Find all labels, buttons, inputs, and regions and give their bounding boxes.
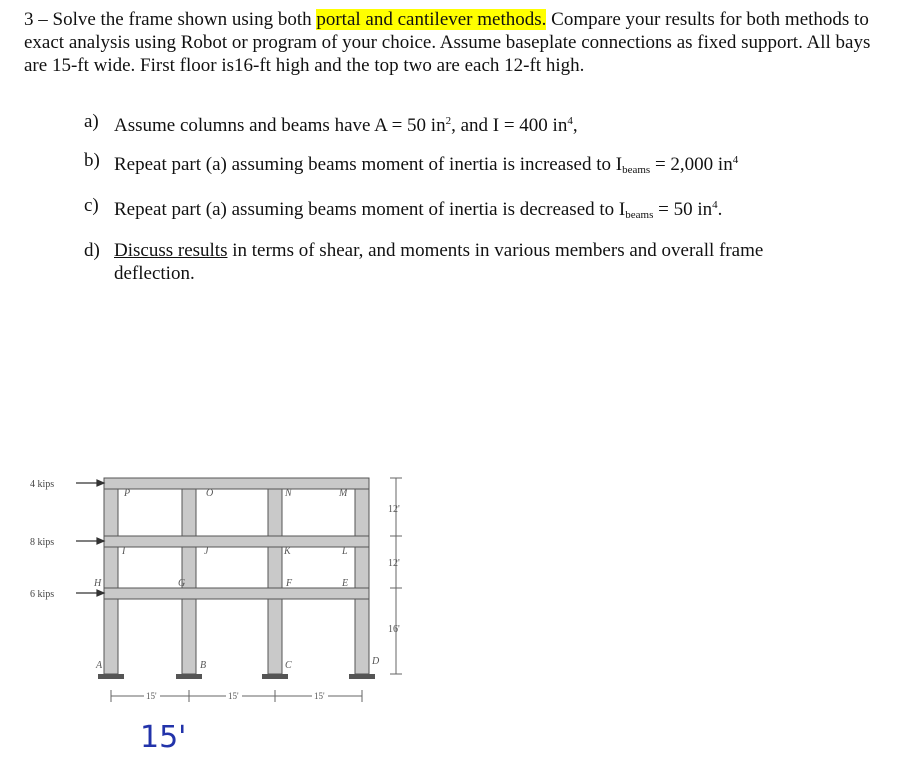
- base-support-a: [98, 674, 124, 679]
- node-label: M: [339, 488, 348, 499]
- second-floor-beam: [104, 588, 369, 599]
- frame-columns: [104, 478, 369, 674]
- node-label: G: [178, 578, 186, 589]
- base-support-d: [349, 674, 375, 679]
- arrow-head: [97, 480, 104, 486]
- height-label-top: 12': [388, 504, 400, 515]
- column-line-4: [355, 478, 369, 674]
- part-label: c): [84, 195, 99, 216]
- part-text: Repeat part (a) assuming beams moment of inertia is increased to I: [114, 154, 623, 175]
- part-label: d): [84, 240, 100, 261]
- part-a: [84, 110, 844, 137]
- fixed-supports: [98, 674, 375, 679]
- node-label: I: [122, 546, 126, 557]
- part-text: = 50 in: [653, 199, 713, 220]
- column-line-2: [182, 478, 196, 674]
- node-label: P: [124, 488, 131, 499]
- part-c: [84, 194, 844, 227]
- load-label-floor2: 6 kips: [30, 589, 55, 600]
- base-support-c: [262, 674, 288, 679]
- handwritten-note: 15': [140, 720, 187, 755]
- node-label: A: [96, 660, 103, 671]
- column-line-3: [268, 478, 282, 674]
- highlighted-methods: portal and cantilever methods.: [316, 9, 547, 30]
- node-label: F: [286, 578, 293, 589]
- base-support-b: [176, 674, 202, 679]
- node-label: E: [342, 578, 349, 589]
- problem-lead: 3 – Solve the frame shown using both: [24, 9, 317, 30]
- part-d: [84, 239, 844, 285]
- bay-label-3: 15': [314, 691, 325, 701]
- part-label: a): [84, 111, 99, 132]
- arrow-head: [97, 538, 104, 544]
- problem-parts: [84, 110, 844, 297]
- node-label: D: [372, 656, 380, 667]
- subscript: beams: [625, 209, 654, 221]
- node-label: B: [200, 660, 207, 671]
- arrow-head: [97, 590, 104, 596]
- part-text: in terms of shear, and moments in various members and overall frame deflection.: [114, 240, 764, 284]
- node-label: J: [204, 546, 209, 557]
- superscript: 4: [732, 154, 739, 166]
- part-text: .: [717, 199, 723, 220]
- load-label-roof: 4 kips: [30, 479, 55, 490]
- node-label: O: [206, 488, 214, 499]
- bay-label-2: 15': [228, 691, 239, 701]
- superscript: 2: [445, 115, 452, 127]
- third-floor-beam: [104, 536, 369, 547]
- roof-beam: [104, 478, 369, 489]
- part-b: [84, 149, 844, 182]
- bay-label-1: 15': [146, 691, 157, 701]
- node-label: L: [342, 546, 348, 557]
- node-label: H: [94, 578, 102, 589]
- subscript: beams: [622, 164, 651, 176]
- frame-diagram: [0, 460, 907, 720]
- part-text: ,: [572, 115, 578, 136]
- superscript: 4: [567, 115, 573, 127]
- node-label: C: [285, 660, 292, 671]
- height-label-middle: 12': [388, 558, 400, 569]
- underlined-text: Discuss results: [114, 240, 228, 261]
- load-label-floor3: 8 kips: [30, 537, 55, 548]
- column-line-1: [104, 478, 118, 674]
- frame-beams: [104, 478, 369, 599]
- problem-rest: Compare your results for both methods to exact analysis using Robot or program of your choice. Assume baseplate connections as fixed support. All bays are 15-ft wide. First floor is16-ft high and the top two are each 12-ft high.: [24, 9, 871, 76]
- problem-statement: [24, 8, 894, 77]
- superscript: 4: [712, 199, 718, 211]
- part-text: = 2,000 in: [650, 154, 733, 175]
- part-text: Repeat part (a) assuming beams moment of inertia is decreased to I: [114, 199, 626, 220]
- part-text: , and I = 400 in: [451, 115, 568, 136]
- part-label: b): [84, 150, 100, 171]
- height-label-bottom: 16': [388, 624, 400, 635]
- node-label: N: [285, 488, 292, 499]
- part-text: Assume columns and beams have A = 50 in: [114, 115, 446, 136]
- node-label: K: [284, 546, 291, 557]
